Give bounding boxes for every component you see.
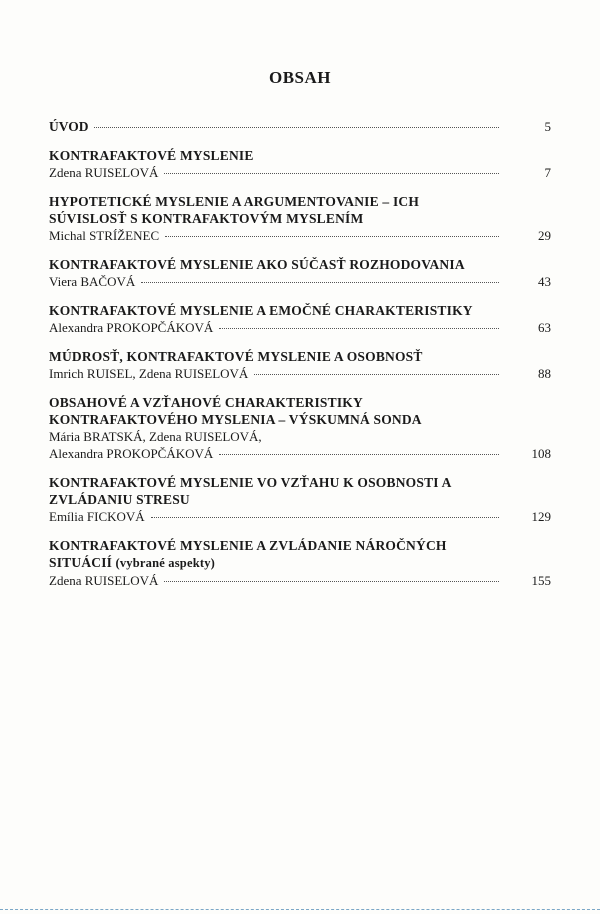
toc-entry	[49, 256, 551, 290]
toc-entry-author: Alexandra PROKOPČÁKOVÁ	[49, 446, 214, 461]
toc-entry	[49, 348, 551, 382]
toc-page-number: 5	[544, 119, 551, 134]
toc-page-number: 7	[544, 165, 551, 180]
toc-entry-author: Zdena RUISELOVÁ	[49, 573, 159, 588]
toc-entry-author: Emília FICKOVÁ	[49, 509, 145, 524]
toc-line	[49, 273, 551, 290]
toc-line	[49, 227, 551, 244]
page-edge-divider	[0, 909, 600, 910]
dot-leader	[151, 517, 499, 518]
toc-entry-title: ÚVOD	[49, 119, 89, 134]
toc-entry-title: MÚDROSŤ, KONTRAFAKTOVÉ MYSLENIE A OSOBNOSŤ	[49, 349, 423, 364]
toc-entry-author: Viera BAČOVÁ	[49, 274, 136, 289]
dot-leader	[165, 236, 499, 237]
toc-line	[49, 319, 551, 336]
toc-entry-title: KONTRAFAKTOVÉ MYSLENIE A EMOČNÉ CHARAKTERISTIKY	[49, 303, 473, 318]
toc-line	[49, 118, 551, 135]
toc-entry-author: Mária BRATSKÁ, Zdena RUISELOVÁ,	[49, 429, 262, 444]
toc-entry-author: Imrich RUISEL, Zdena RUISELOVÁ	[49, 366, 249, 381]
toc-page-number: 63	[538, 320, 551, 335]
toc-page-number: 43	[538, 274, 551, 289]
toc-entry-title-suffix: (vybrané aspekty)	[112, 556, 216, 570]
toc-page-number: 155	[531, 573, 551, 588]
toc-entry	[49, 302, 551, 336]
toc-entry-title: KONTRAFAKTOVÉ MYSLENIE VO VZŤAHU K OSOBNOSTI A ZVLÁDANIU STRESU	[49, 475, 451, 507]
toc-page-number: 88	[538, 366, 551, 381]
toc-entry	[49, 193, 551, 244]
toc-page-number: 129	[531, 509, 551, 524]
dot-leader	[164, 581, 499, 582]
toc-line	[49, 445, 551, 462]
toc-entry-title: OBSAHOVÉ A VZŤAHOVÉ CHARAKTERISTIKY KONTRAFAKTOVÉHO MYSLENIA – VÝSKUMNÁ SONDA	[49, 395, 422, 427]
toc-page-number: 29	[538, 228, 551, 243]
toc-entry-author: Michal STRÍŽENEC	[49, 228, 160, 243]
toc-entry-title: KONTRAFAKTOVÉ MYSLENIE AKO SÚČASŤ ROZHODOVANIA	[49, 257, 465, 272]
toc-entry-title-main: KONTRAFAKTOVÉ MYSLENIE A ZVLÁDANIE NÁROČNÝCH SITUÁCIÍ	[49, 538, 447, 570]
toc-entry-author: Zdena RUISELOVÁ	[49, 165, 159, 180]
dot-leader	[141, 282, 499, 283]
dot-leader	[219, 328, 499, 329]
toc-entry-title: HYPOTETICKÉ MYSLENIE A ARGUMENTOVANIE – ICH SÚVISLOSŤ S KONTRAFAKTOVÝM MYSLENÍM	[49, 194, 420, 226]
toc-line	[49, 572, 551, 589]
toc-line	[49, 164, 551, 181]
toc-line	[49, 508, 551, 525]
dot-leader	[219, 454, 499, 455]
toc-entry	[49, 394, 551, 462]
toc-entry-author: Alexandra PROKOPČÁKOVÁ	[49, 320, 214, 335]
toc-entry	[49, 147, 551, 181]
dot-leader	[94, 127, 499, 128]
toc-entry-title: KONTRAFAKTOVÉ MYSLENIE	[49, 148, 254, 163]
toc-entry-intro	[49, 118, 551, 135]
toc-entry-title	[49, 537, 499, 572]
dot-leader	[164, 173, 499, 174]
toc-entry	[49, 474, 551, 525]
toc-line	[49, 365, 551, 382]
toc-entry	[49, 537, 551, 589]
toc-page-number: 108	[531, 446, 551, 461]
dot-leader	[254, 374, 499, 375]
page-title: OBSAH	[268, 68, 332, 87]
table-of-contents	[49, 118, 551, 601]
